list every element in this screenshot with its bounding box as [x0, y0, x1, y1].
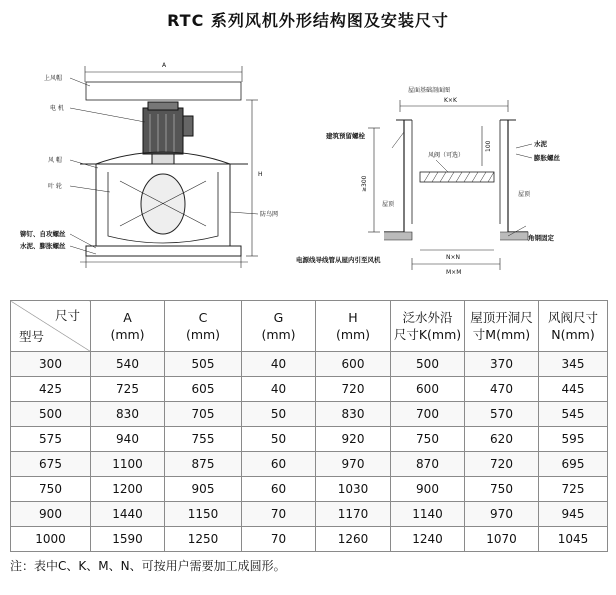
value-cell: 725	[539, 477, 608, 502]
table-row	[11, 402, 608, 427]
label-expansion-bolt: 膨胀螺丝	[534, 154, 560, 162]
dim-h-label: H	[258, 171, 263, 178]
table-header-row	[11, 301, 608, 352]
label-roof-a: 屋顶	[382, 201, 395, 208]
header-size-label: 尺寸	[54, 308, 80, 323]
model-cell: 425	[11, 377, 91, 402]
model-cell: 1000	[11, 527, 91, 552]
dim-kk-label: K×K	[444, 97, 457, 104]
value-cell: 545	[539, 402, 608, 427]
model-cell: 500	[11, 402, 91, 427]
page-title: RTC 系列风机外形结构图及安装尺寸	[167, 11, 449, 30]
fan-elevation-drawing	[70, 66, 258, 268]
value-cell: 505	[165, 352, 242, 377]
model-cell: 300	[11, 352, 91, 377]
value-cell: 830	[316, 402, 391, 427]
header-cell-h: H (mm)	[316, 301, 391, 352]
label-cement: 水泥、膨胀螺丝	[20, 242, 66, 250]
value-cell: 705	[165, 402, 242, 427]
dim-mm-label: M×M	[446, 269, 462, 276]
value-cell: 1140	[391, 502, 465, 527]
value-cell: 605	[165, 377, 242, 402]
label-upper-hood: 上风帽	[44, 75, 63, 82]
header-cell-c: C (mm)	[165, 301, 242, 352]
value-cell: 1070	[465, 527, 539, 552]
value-cell: 60	[242, 452, 316, 477]
value-cell: 40	[242, 352, 316, 377]
footnote: 注：表中C、K、M、N、可按用户需要加工成圆形。	[10, 559, 286, 573]
value-cell: 600	[316, 352, 391, 377]
header-cell-m: 屋顶开洞尺 寸M(mm)	[465, 301, 539, 352]
table-row	[11, 377, 608, 402]
value-cell: 695	[539, 452, 608, 477]
label-angle-steel: 角钢固定	[528, 234, 554, 242]
label-hood: 风 帽	[48, 157, 62, 164]
label-damper: 风阀（可选）	[428, 152, 465, 159]
drawing-svg	[0, 36, 616, 298]
value-cell: 50	[242, 402, 316, 427]
label-bird-net: 防鸟网	[260, 211, 279, 218]
value-cell: 1100	[91, 452, 165, 477]
value-cell: 60	[242, 477, 316, 502]
value-cell: 1030	[316, 477, 391, 502]
value-cell: 500	[391, 352, 465, 377]
dim-100-label: 100	[485, 140, 492, 152]
label-roof-b: 屋顶	[518, 191, 531, 198]
value-cell: 830	[91, 402, 165, 427]
table-row	[11, 352, 608, 377]
value-cell: 620	[465, 427, 539, 452]
label-impeller: 叶 轮	[48, 183, 62, 190]
value-cell: 470	[465, 377, 539, 402]
model-cell: 750	[11, 477, 91, 502]
value-cell: 920	[316, 427, 391, 452]
roof-section-drawing	[368, 100, 532, 270]
table-row	[11, 452, 608, 477]
roof-section-caption: 屋面基础剖面图	[408, 87, 451, 94]
header-model-label: 型号	[19, 329, 45, 344]
value-cell: 970	[465, 502, 539, 527]
value-cell: 595	[539, 427, 608, 452]
value-cell: 445	[539, 377, 608, 402]
value-cell: 345	[539, 352, 608, 377]
value-cell: 750	[391, 427, 465, 452]
value-cell: 40	[242, 377, 316, 402]
dim-300-label: ≥300	[361, 175, 368, 192]
spec-table	[10, 300, 608, 552]
value-cell: 70	[242, 502, 316, 527]
value-cell: 570	[465, 402, 539, 427]
header-cell-a: A (mm)	[91, 301, 165, 352]
value-cell: 1590	[91, 527, 165, 552]
label-motor: 电 机	[50, 105, 64, 112]
value-cell: 905	[165, 477, 242, 502]
value-cell: 1170	[316, 502, 391, 527]
label-cement-right: 水泥	[534, 140, 547, 148]
value-cell: 750	[465, 477, 539, 502]
model-cell: 900	[11, 502, 91, 527]
value-cell: 70	[242, 527, 316, 552]
value-cell: 370	[465, 352, 539, 377]
header-cell-n: 风阀尺寸 N(mm)	[539, 301, 608, 352]
value-cell: 700	[391, 402, 465, 427]
value-cell: 1240	[391, 527, 465, 552]
table-row	[11, 477, 608, 502]
value-cell: 50	[242, 427, 316, 452]
label-cable-conduit: 电源线导线管从屋内引至风机	[296, 256, 381, 264]
value-cell: 720	[316, 377, 391, 402]
model-cell: 575	[11, 427, 91, 452]
table-row	[11, 427, 608, 452]
value-cell: 900	[391, 477, 465, 502]
technical-drawing	[0, 36, 616, 298]
label-rivets: 铆钉、自攻螺丝	[20, 230, 66, 238]
value-cell: 540	[91, 352, 165, 377]
value-cell: 970	[316, 452, 391, 477]
value-cell: 1200	[91, 477, 165, 502]
value-cell: 945	[539, 502, 608, 527]
label-preset-bolt: 建筑预留螺栓	[326, 132, 365, 140]
dim-a-label: A	[162, 62, 167, 69]
value-cell: 870	[391, 452, 465, 477]
header-cell-k: 泛水外沿 尺寸K(mm)	[391, 301, 465, 352]
header-cell-g: G (mm)	[242, 301, 316, 352]
dim-nn-label: N×N	[446, 254, 461, 261]
value-cell: 875	[165, 452, 242, 477]
table-row	[11, 527, 608, 552]
value-cell: 600	[391, 377, 465, 402]
table-row	[11, 502, 608, 527]
model-cell: 675	[11, 452, 91, 477]
value-cell: 755	[165, 427, 242, 452]
value-cell: 720	[465, 452, 539, 477]
value-cell: 1250	[165, 527, 242, 552]
value-cell: 1440	[91, 502, 165, 527]
value-cell: 725	[91, 377, 165, 402]
value-cell: 1150	[165, 502, 242, 527]
value-cell: 1045	[539, 527, 608, 552]
value-cell: 1260	[316, 527, 391, 552]
header-diagonal-cell	[11, 301, 91, 352]
value-cell: 940	[91, 427, 165, 452]
